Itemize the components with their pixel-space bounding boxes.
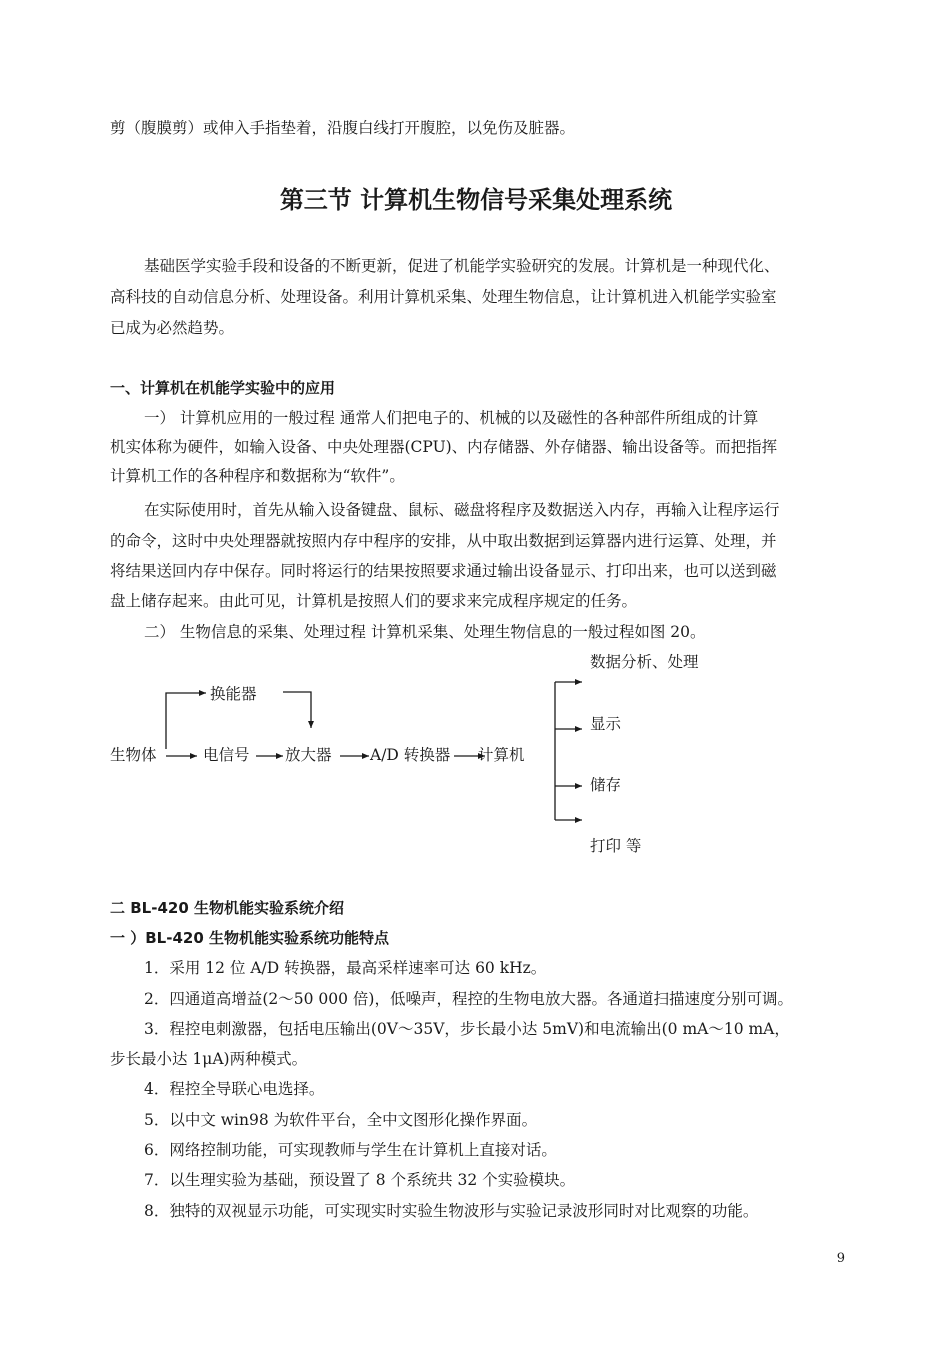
node-amplifier: 放大器: [285, 746, 332, 764]
heading-applications: 一、计算机在机能学实验中的应用: [110, 379, 336, 397]
para1-line-1: 一） 计算机应用的一般过程 通常人们把电子的、机械的以及磁性的各种部件所组成的计算: [144, 409, 759, 427]
feature-3-continued: 步长最小达 1μA)两种模式。: [110, 1050, 308, 1068]
feature-3: 3．程控电刺激器，包括电压输出(0V～35V，步长最小达 5mV)和电流输出(0 mA～10 mA，: [144, 1020, 790, 1038]
output-display: 显示: [590, 715, 622, 733]
intro-line-2: 高科技的自动信息分析、处理设备。利用计算机采集、处理生物信息，让计算机进入机能学实验室: [110, 288, 777, 306]
feature-5: 5．以中文 win98 为软件平台，全中文图形化操作界面。: [144, 1111, 538, 1129]
para2-line-4: 盘上储存起来。由此可见，计算机是按照人们的要求来完成程序规定的任务。: [110, 592, 638, 610]
intro-line-1: 基础医学实验手段和设备的不断更新，促进了机能学实验研究的发展。计算机是一种现代化、: [144, 257, 780, 275]
node-transducer: 换能器: [210, 685, 257, 703]
feature-4: 4．程控全导联心电选择。: [144, 1080, 325, 1098]
output-analysis: 数据分析、处理: [590, 653, 699, 671]
heading-bl420-features: 一 ）BL-420 生物机能实验系统功能特点: [110, 929, 389, 947]
feature-2: 2．四通道高增益(2～50 000 倍)，低噪声，程控的生物电放大器。各通道扫描速度分别可调。: [144, 990, 793, 1008]
para3-line: 二） 生物信息的采集、处理过程 计算机采集、处理生物信息的一般过程如图 20。: [144, 623, 706, 641]
node-electric-signal: 电信号: [203, 746, 250, 764]
feature-8: 8．独特的双视显示功能，可实现实时实验生物波形与实验记录波形同时对比观察的功能。: [144, 1202, 759, 1220]
node-ad-converter: A/D 转换器: [370, 746, 451, 764]
top-line: 剪（腹膜剪）或伸入手指垫着，沿腹白线打开腹腔，以免伤及脏器。: [110, 119, 576, 137]
para2-line-3: 将结果送回内存中保存。同时将运行的结果按照要求通过输出设备显示、打印出来，也可以送到磁: [110, 562, 777, 580]
node-organism: 生物体: [110, 746, 157, 764]
page-number: 9: [836, 1251, 845, 1266]
feature-1: 1．采用 12 位 A/D 转换器，最高采样速率可达 60 kHz。: [144, 959, 547, 977]
para1-line-3: 计算机工作的各种程序和数据称为“软件”。: [110, 467, 405, 485]
output-storage: 储存: [590, 776, 622, 794]
intro-line-3: 已成为必然趋势。: [110, 319, 235, 337]
feature-6: 6．网络控制功能，可实现教师与学生在计算机上直接对话。: [144, 1141, 557, 1159]
output-print: 打印 等: [590, 837, 642, 855]
node-computer: 计算机: [478, 746, 525, 764]
arrow-transducer-to-amplifier: [283, 692, 311, 728]
arrow-signal-to-transducer: [166, 693, 206, 749]
heading-bl420-intro: 二 BL-420 生物机能实验系统介绍: [110, 899, 344, 917]
para2-line-2: 的命令，这时中央处理器就按照内存中程序的安排，从中取出数据到运算器内进行运算、处理，并: [110, 532, 777, 550]
para1-line-2: 机实体称为硬件，如输入设备、中央处理器(CPU)、内存储器、外存储器、输出设备等。而把指挥: [110, 438, 778, 456]
feature-7: 7．以生理实验为基础，预设置了 8 个系统共 32 个实验模块。: [144, 1171, 576, 1189]
section-title: 第三节 计算机生物信号采集处理系统: [279, 186, 673, 214]
para2-line-1: 在实际使用时，首先从输入设备键盘、鼠标、磁盘将程序及数据送入内存，再输入让程序运行: [144, 501, 780, 519]
